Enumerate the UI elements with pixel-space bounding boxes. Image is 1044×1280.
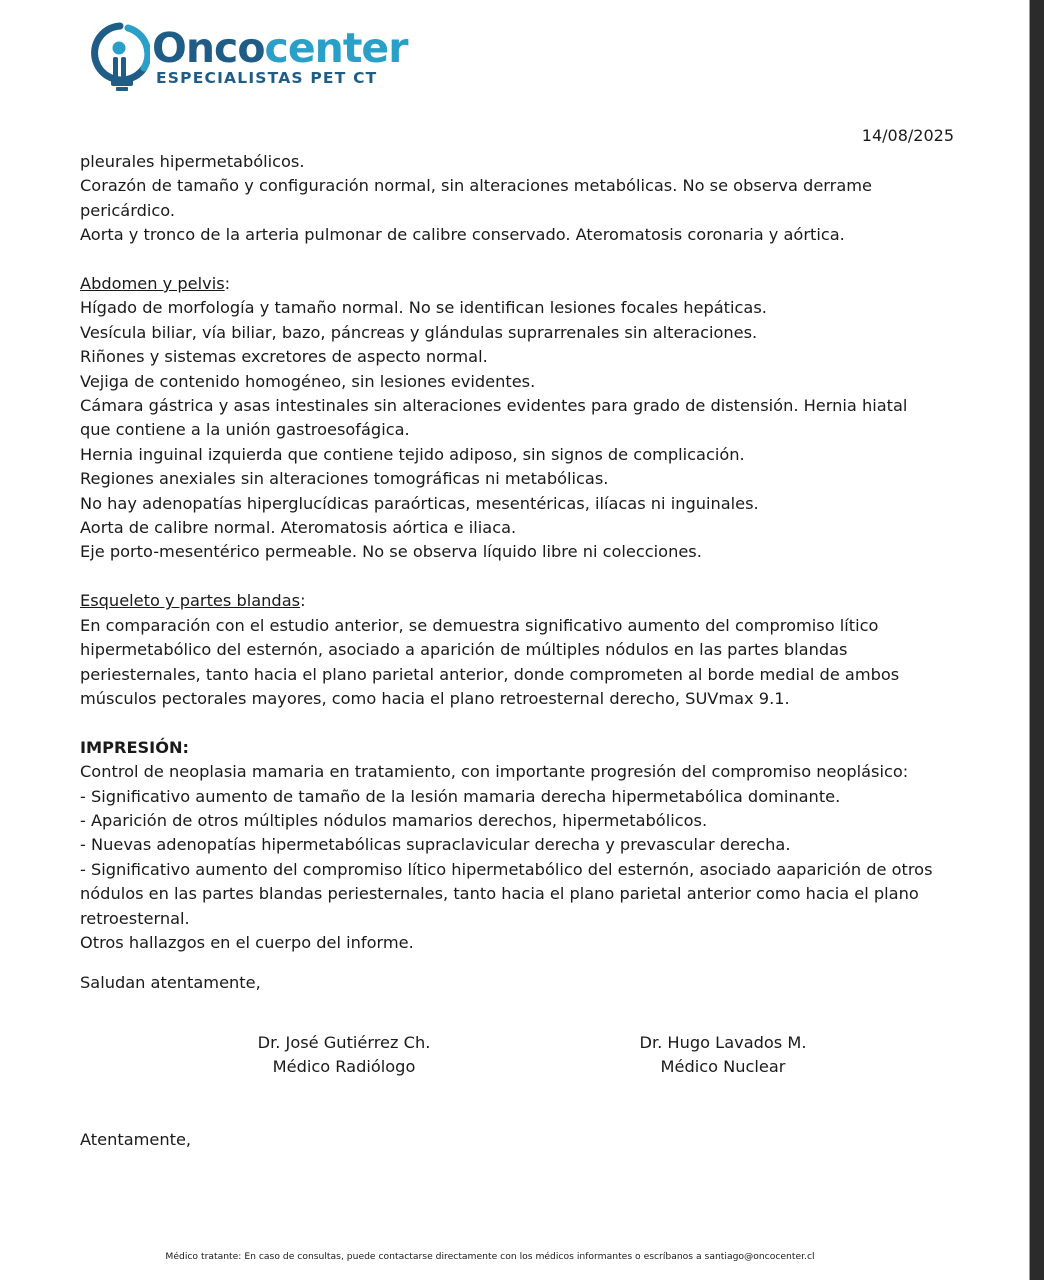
- oncocenter-logo-icon: [90, 22, 150, 96]
- logo-wordmark: [152, 24, 407, 72]
- footer-note: Médico tratante: En caso de consultas, puede contactarse directamente con los médicos informantes o escríbanos a santiago@oncocenter.cl: [165, 1251, 815, 1262]
- abdomen-line: que contiene a la unión gastroesofágica.: [80, 420, 410, 440]
- signature-role: Médico Radiólogo: [272, 1057, 416, 1077]
- abdomen-line: Aorta de calibre normal. Ateromatosis aórtica e iliaca.: [80, 518, 517, 538]
- signature-name: Dr. Hugo Lavados M.: [639, 1033, 807, 1052]
- page-edge: [1030, 0, 1044, 1280]
- logo-brand-part1: Onco: [152, 24, 265, 72]
- abdomen-line: Regiones anexiales sin alteraciones tomográficas ni metabólicas.: [80, 469, 609, 489]
- esqueleto-line: músculos pectorales mayores, como hacia el plano retroesternal derecho, SUVmax 9.1.: [80, 688, 790, 708]
- signature-nuclear: [618, 1031, 828, 1080]
- abdomen-line: Vesícula biliar, vía biliar, bazo, páncreas y glándulas suprarrenales sin alteraciones.: [80, 322, 758, 342]
- report-body: [80, 150, 960, 996]
- impresion-line: retroesternal.: [80, 908, 190, 928]
- abdomen-heading: Abdomen y pelvis: [80, 274, 225, 294]
- oncocenter-logo: [90, 22, 420, 96]
- esqueleto-heading-line: Esqueleto y partes blandas:: [80, 591, 306, 611]
- signature-radiologist: [240, 1031, 448, 1080]
- signature-role: Médico Nuclear: [660, 1057, 786, 1077]
- impresion-line: - Aparición de otros múltiples nódulos mamarios derechos, hipermetabólicos.: [80, 810, 708, 830]
- logo-tagline: ESPECIALISTAS PET CT: [156, 69, 378, 87]
- impresion-line: - Nuevas adenopatías hipermetabólicas supraclavicular derecha y prevascular derecha.: [80, 835, 791, 855]
- abdomen-line: Cámara gástrica y asas intestinales sin alteraciones evidentes para grado de distensión. Hernia hiatal: [80, 396, 908, 416]
- impresion-line: Otros hallazgos en el cuerpo del informe.: [80, 932, 414, 952]
- closing: Atentamente,: [80, 1130, 192, 1149]
- abdomen-line: Vejiga de contenido homogéneo, sin lesiones evidentes.: [80, 371, 536, 391]
- report-date: 14/08/2025: [861, 126, 954, 145]
- torax-line: Aorta y tronco de la arteria pulmonar de calibre conservado. Ateromatosis coronaria y aórtica.: [80, 225, 845, 245]
- signature-name: Dr. José Gutiérrez Ch.: [257, 1033, 431, 1052]
- esqueleto-line: En comparación con el estudio anterior, se demuestra significativo aumento del compromiso lítico: [80, 615, 879, 635]
- torax-line: Corazón de tamaño y configuración normal, sin alteraciones metabólicas. No se observa derrame: [80, 176, 872, 196]
- torax-line: pericárdico.: [80, 200, 176, 220]
- impresion-line: - Significativo aumento del compromiso lítico hipermetabólico del esternón, asociado aaparición de otros: [80, 859, 933, 879]
- esqueleto-heading: Esqueleto y partes blandas: [80, 591, 301, 611]
- greeting: Saludan atentamente,: [80, 973, 261, 993]
- impresion-heading: IMPRESIÓN:: [80, 737, 189, 757]
- abdomen-line: No hay adenopatías hiperglucídicas paraórticas, mesentéricas, ilíacas ni inguinales.: [80, 493, 759, 513]
- logo-brand-part2: center: [264, 24, 408, 72]
- abdomen-line: Riñones y sistemas excretores de aspecto normal.: [80, 347, 488, 367]
- impresion-line: nódulos en las partes blandas periesternales, tanto hacia el plano parietal anterior como hacia el plano: [80, 884, 919, 904]
- abdomen-line: Hernia inguinal izquierda que contiene tejido adiposo, sin signos de complicación.: [80, 444, 745, 464]
- abdomen-line: Eje porto-mesentérico permeable. No se observa líquido libre ni colecciones.: [80, 542, 702, 562]
- impresion-line: Control de neoplasia mamaria en tratamiento, con importante progresión del compromiso neoplásico:: [80, 762, 909, 782]
- torax-line: pleurales hipermetabólicos.: [80, 152, 305, 171]
- abdomen-heading-line: Abdomen y pelvis:: [80, 274, 231, 294]
- esqueleto-line: hipermetabólico del esternón, asociado a aparición de múltiples nódulos en las partes blandas: [80, 640, 848, 660]
- impresion-line: - Significativo aumento de tamaño de la lesión mamaria derecha hipermetabólica dominante.: [80, 786, 841, 806]
- esqueleto-line: periesternales, tanto hacia el plano parietal anterior, donde comprometen al borde medial de ambos: [80, 664, 900, 684]
- abdomen-line: Hígado de morfología y tamaño normal. No se identifican lesiones focales hepáticas.: [80, 298, 767, 318]
